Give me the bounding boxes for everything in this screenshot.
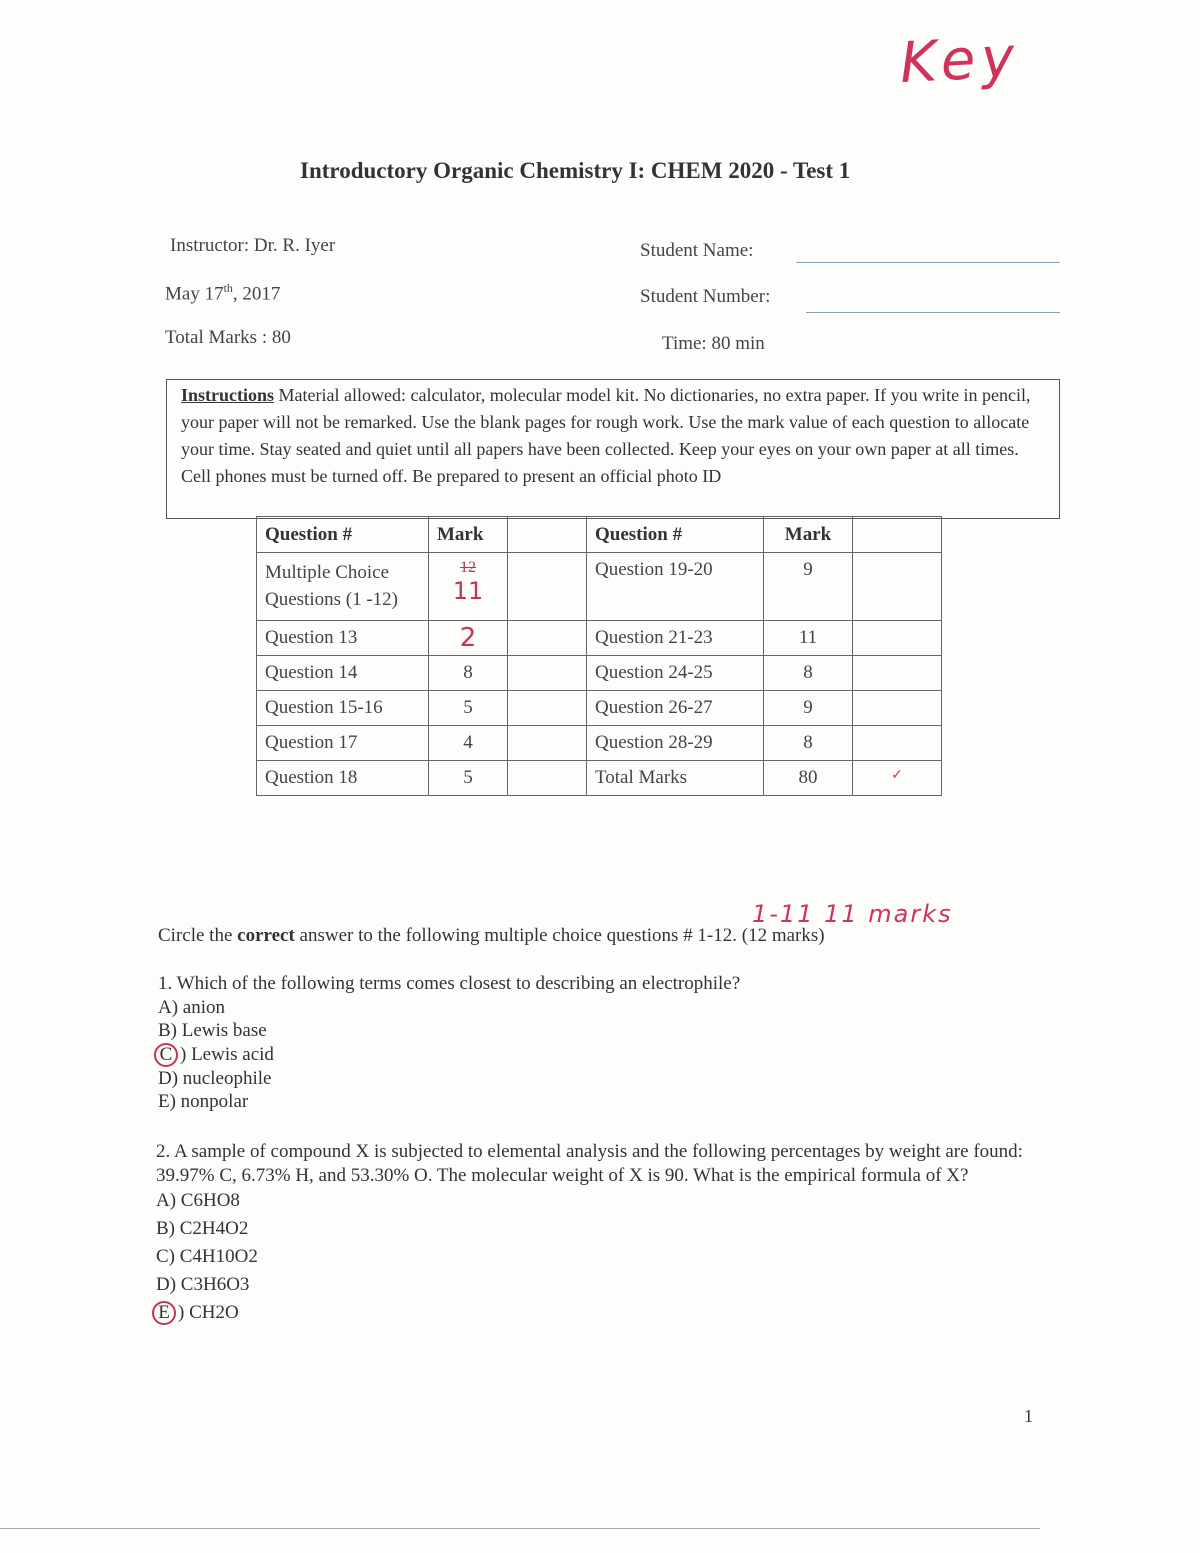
question-cell: Question 15-16 bbox=[257, 691, 429, 726]
mark-cell: 4 bbox=[429, 726, 508, 761]
mark-cell: 5 bbox=[429, 761, 508, 796]
option-d[interactable]: D) nucleophile bbox=[158, 1067, 272, 1089]
option-b[interactable]: B) C2H4O2 bbox=[156, 1218, 249, 1239]
question-cell: Question 17 bbox=[257, 726, 429, 761]
question-stem: 2. A sample of compound X is subjected to elemental analysis and the following percentages by weight are found: 39.97% C, 6.73% H, and 53.30% O. The molecular weight of X is 90. What is the empirical formula of X? bbox=[156, 1141, 1023, 1186]
student-number-label: Student Number: bbox=[640, 286, 771, 307]
instructions-box bbox=[166, 379, 1060, 519]
header-cell: Question # bbox=[257, 517, 429, 553]
option-a[interactable]: A) C6HO8 bbox=[156, 1190, 240, 1211]
table-row bbox=[257, 726, 942, 761]
table-row bbox=[257, 761, 942, 796]
question-1 bbox=[158, 972, 1018, 1114]
total-mark-cell: 80 bbox=[764, 761, 853, 796]
score-cell[interactable] bbox=[853, 621, 942, 656]
score-cell[interactable] bbox=[508, 553, 587, 621]
page-number: 1 bbox=[1024, 1406, 1033, 1426]
question-2 bbox=[156, 1140, 1026, 1327]
mark-cell: 12 11 bbox=[429, 553, 508, 621]
score-cell[interactable] bbox=[853, 656, 942, 691]
total-marks-label: Total Marks : 80 bbox=[165, 327, 291, 348]
bottom-divider bbox=[0, 1528, 1040, 1529]
score-cell[interactable] bbox=[508, 691, 587, 726]
header-cell bbox=[853, 517, 942, 553]
mc-instructions: Circle the correct answer to the following multiple choice questions # 1-12. (12 marks) bbox=[158, 925, 825, 946]
student-number-field[interactable] bbox=[806, 312, 1060, 313]
mark-cell: 8 bbox=[764, 656, 853, 691]
page-title: Introductory Organic Chemistry I: CHEM 2020 - Test 1 bbox=[300, 158, 851, 183]
instructor-label: Instructor: Dr. R. Iyer bbox=[170, 235, 336, 256]
question-cell: Question 18 bbox=[257, 761, 429, 796]
marks-table bbox=[256, 516, 942, 796]
test-date: May 17th, 2017 bbox=[165, 281, 281, 305]
mark-cell: 9 bbox=[764, 553, 853, 621]
total-label-cell: Total Marks bbox=[587, 761, 764, 796]
score-cell[interactable] bbox=[508, 726, 587, 761]
header-cell: Question # bbox=[587, 517, 764, 553]
checkmark-icon: ✓ bbox=[853, 761, 942, 796]
table-header-row bbox=[257, 517, 942, 553]
score-cell[interactable] bbox=[508, 656, 587, 691]
option-c[interactable]: C ) Lewis acid bbox=[158, 1043, 1018, 1067]
option-b[interactable]: B) Lewis base bbox=[158, 1020, 267, 1041]
question-stem: 1. Which of the following terms comes closest to describing an electrophile? bbox=[158, 973, 741, 994]
question-cell: Question 28-29 bbox=[587, 726, 764, 761]
mark-cell: 11 bbox=[764, 621, 853, 656]
question-cell: Multiple Choice Questions (1 -12) bbox=[257, 553, 429, 621]
table-row bbox=[257, 553, 942, 621]
answer-key-annotation: Key bbox=[898, 24, 1022, 97]
score-cell[interactable] bbox=[853, 553, 942, 621]
table-row bbox=[257, 621, 942, 656]
header-cell bbox=[508, 517, 587, 553]
question-cell: Question 24-25 bbox=[587, 656, 764, 691]
student-name-field[interactable] bbox=[796, 262, 1060, 263]
option-d[interactable]: D) C3H6O3 bbox=[156, 1274, 250, 1295]
option-c[interactable]: C) C4H10O2 bbox=[156, 1246, 258, 1267]
mark-cell: 8 bbox=[764, 726, 853, 761]
mc-marks-annotation: 1-11 11 marks bbox=[752, 900, 953, 928]
header-cell: Mark bbox=[429, 517, 508, 553]
circled-answer-icon: E bbox=[152, 1301, 176, 1325]
score-cell[interactable] bbox=[508, 761, 587, 796]
mark-cell: 8 bbox=[429, 656, 508, 691]
mark-cell: 9 bbox=[764, 691, 853, 726]
option-e[interactable]: E) nonpolar bbox=[158, 1091, 249, 1112]
table-row bbox=[257, 656, 942, 691]
instructions-text: Instructions Material allowed: calculator, molecular model kit. No dictionaries, no extra paper. If you write in pencil, your paper will not be remarked. Use the blank pages for rough work. Use the mark value of each question to allocate your time. Stay seated and quiet until all papers have been collected. Keep your eyes on your own paper at all times. Cell phones must be turned off. Be prepared to present an official photo ID bbox=[181, 385, 1031, 486]
question-cell: Question 14 bbox=[257, 656, 429, 691]
option-a[interactable]: A) anion bbox=[158, 996, 226, 1018]
table-row bbox=[257, 691, 942, 726]
question-cell: Question 13 bbox=[257, 621, 429, 656]
mark-cell: 2 bbox=[429, 621, 508, 656]
score-cell[interactable] bbox=[853, 726, 942, 761]
time-label: Time: 80 min bbox=[662, 333, 765, 354]
option-e[interactable]: E ) CH2O bbox=[156, 1299, 1026, 1327]
score-cell[interactable] bbox=[853, 691, 942, 726]
score-cell[interactable] bbox=[508, 621, 587, 656]
circled-answer-icon: C bbox=[154, 1043, 178, 1067]
student-name-label: Student Name: bbox=[640, 240, 754, 261]
mark-cell: 5 bbox=[429, 691, 508, 726]
question-cell: Question 19-20 bbox=[587, 553, 764, 621]
question-cell: Question 21-23 bbox=[587, 621, 764, 656]
question-cell: Question 26-27 bbox=[587, 691, 764, 726]
header-cell: Mark bbox=[764, 517, 853, 553]
